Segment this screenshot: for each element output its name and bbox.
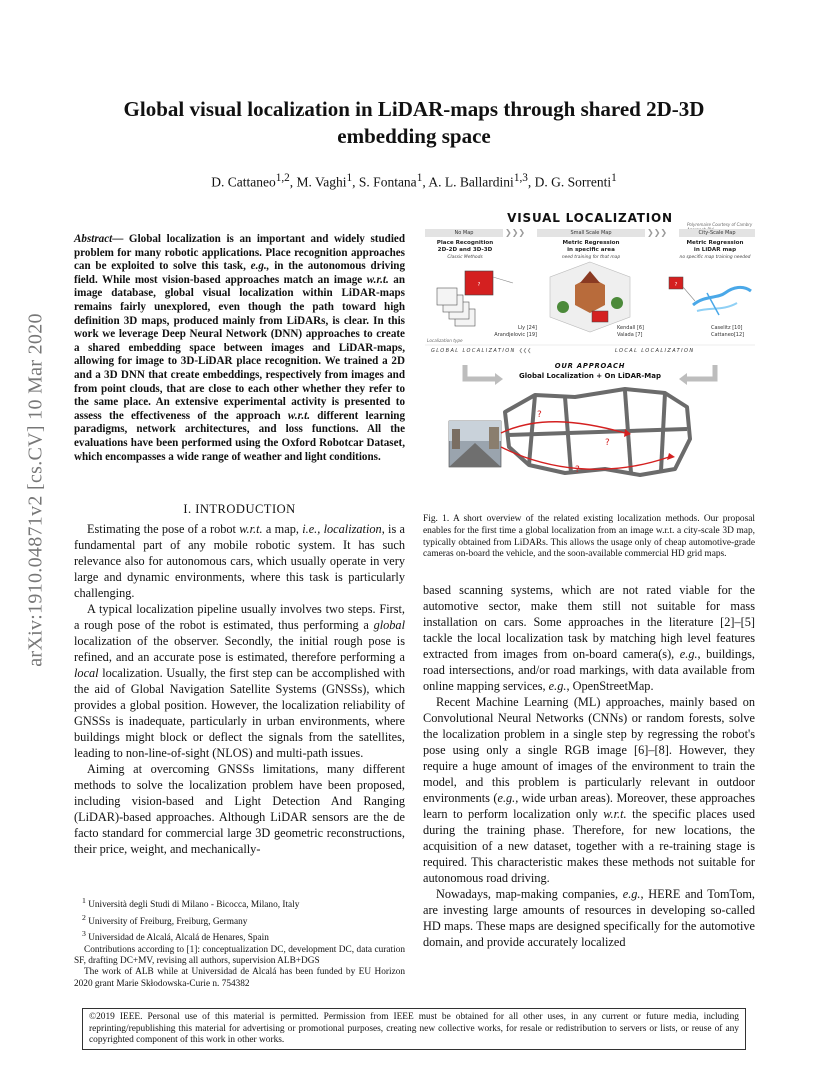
affiliation-footnotes: $^1$ Università degli Studi di Milano - Bicocca, Milano, Italy $^2$ University of Freiburg, Freiburg, Germany $^3$ Universidad de Alcalá, Alcalá de Henares, Spain Contributions according to [1]: conceptualization DC, development DC, data curation SF, drafting DC+MV, revising all authors, supervision ALB+DGS The work of ALB while at Universidad de Alcalá has been funded by EU Horizon 2020 grant Marie Skłodowska-Curie n. 754382 [74,896,405,989]
small-scale-map-icon [550,262,630,332]
lidar-map-icon [669,277,751,315]
banner-city-scale-map: City-Scale Map [679,229,755,237]
banner-no-map: No Map [425,229,503,237]
our-approach-subtitle: Global Localization + On LiDAR-Map [519,372,661,380]
section-heading-introduction: I. INTRODUCTION [183,502,296,516]
citations-metric-area: Kendall [6] Valada [7] [617,325,644,338]
localization-type-label: Localization type [427,338,463,343]
author-list: D. Cattaneo$^{1,2}$, M. Vaghi$^1$, S. Fontana$^1$, A. L. Ballardini$^{1,3}$, D. G. Sorrenti$^1$ [211,172,617,190]
citations-place-recognition: Lly [24] [518,325,537,331]
column-metric-regression-lidar: Metric Regression in LiDAR map no specific map training needed [679,240,751,260]
figure-1 [425,207,755,507]
banner-small-scale-map: Small Scale Map [537,229,645,237]
arxiv-identifier-text: arXiv:1910.04871v2 [cs.CV] 10 Mar 2020 [24,313,47,667]
introduction-left-column: Estimating the pose of a robot w.r.t. a map, i.e., localization, is a fundamental part of any mobile robotic system. It has such relevance also for autonomous cars, which usually operate in very large and dynamic environments, where this task is particularly challenging. A typical localization pipeline usually involves two steps. First, a rough pose of the robot is estimated, thus performing a global localization of the observer. Secondly, the initial rough pose is refined, and an accurate pose is estimated, therefore performing a local localization. Usually, the first step can be accomplished with the aid of Global Navigation Satellite Systems (GNSSs), which provides a global position. However, the localization reliability of GNSSs is inadequate, particularly in urban environments, where buildings might block or deflect the signals from the satellites, leading to non-line-of-sight (NLOS) and multi-path issues. Aiming at overcoming GNSSs limitations, many different methods to solve the localization problem have been proposed, including vision-based and Light Detection And Ranging (LiDAR)-based approaches. Although LiDAR sensors are the de facto standard for commercial large 3D geometric reconstructions, their price, weight, and mechanically- [74,522,406,856]
arxiv-identifier[interactable] [16,280,56,700]
column-place-recognition: Place Recognition 2D-2D and 3D-3D Classic Methods [436,240,494,260]
global-localization-label: GLOBAL LOCALIZATION ❮❮❮ [431,348,532,354]
chevron-right-icon: ❯❯❯ [505,228,526,237]
chevron-right-icon: ❯❯❯ [647,228,668,237]
svg-text:?: ? [674,282,678,288]
figure-illustration [425,207,755,507]
our-approach-box [485,362,695,380]
image-stack-icon [437,271,513,326]
citations-metric-lidar: Caselitz [10] Cattaneo[12] [711,325,745,338]
question-mark: ? [605,438,610,448]
question-mark: ? [575,465,580,475]
column-metric-regression-area: Metric Regression in specific area need training for that map [561,240,621,260]
city-lidar-map [505,389,690,475]
local-localization-label: LOCAL LOCALIZATION [615,348,695,354]
citation-arandjelovic: Arandjelovic [19] [494,332,537,338]
paper-title: Global visual localization in LiDAR-maps through shared 2D-3D embedding space [123,97,705,148]
question-mark: ? [537,410,542,420]
figure-title: VISUAL LOCALIZATION [507,211,673,225]
our-approach-title: OUR APPROACH [554,362,626,370]
figure-credit: Polyremaire Courtesy of Cambry [687,222,753,227]
svg-text:?: ? [477,282,481,288]
copyright-notice: ©2019 IEEE. Personal use of this material is permitted. Permission from IEEE must be obtained for all other uses, in any current or future media, including reprinting/republishing this material for advertising or promotional purposes, creating new collective works, for resale or redistribution to servers or lists, or reuse of any copyrighted component of this work in other works. [82,1008,746,1050]
figure-caption: Fig. 1. A short overview of the related existing localization methods. Our proposal enables for the first time a global localization from an image w.r.t. a city-scale 3D map, typically obtained from LiDARs. This allows the usage only of cheap automotive-grade cameras on-board the vehicle, and the soon-available commercial HD grid maps. [423,514,755,560]
abstract: Abstract— Global localization is an important and widely studied problem for many robotic applications. Place recognition approaches can be exploited to solve this task, e.g., in the autonomous driving field. While most vision-based approaches match an image w.r.t. an image database, global visual localization within LiDAR-maps remains fairly unexplored, even though the path toward high definition 3D maps, produced mainly from LiDARs, is clear. In this work we leverage Deep Neural Network (DNN) approaches to create a shared embedding space between images and LiDAR-maps, allowing for image to 3D-LiDAR place recognition. We trained a 2D and a 3D DNN that create embeddings, respectively from images and from point clouds, that are close to each other whether they refer to the same place. An extensive experimental activity is presented to assess the effectiveness of the approach w.r.t. different learning paradigms, network architectures, and loss functions. All the evaluations have been performed using the Oxford Robotcar Dataset, which encompasses a wide range of weather and light conditions. [74,233,405,463]
camera-image [449,421,501,467]
introduction-right-column: based scanning systems, which are not rated viable for the automotive sector, make them still not suitable for mass installation on cars. Some approaches in the literature [2]–[5] tackle the local localization task by matching high level features extracted from images from on-board camera(s), e.g., buildings, road intersections, and/or road markings, with data available from online mapping services, e.g., OpenStreetMap. Recent Machine Learning (ML) approaches, mainly based on Convolutional Neural Networks (CNNs) or random forests, solve the localization problem in a single step by regressing the robot's pose using only a single RGB image [6]–[8]. However, they require a huge amount of images of the environment to train the model, and this problem is particularly relevant in outdoor environments (e.g., wide urban areas). Moreover, these approaches learn to perform localization only w.r.t. the specific places used during the training phase. Therefore, for new locations, the acquisition of a new dataset, together with a re-training stage is required. This characteristic makes these methods not suitable for autonomous road driving. Nowadays, map-making companies, e.g., HERE and TomTom, are investing large amounts of resources in developing so-called HD maps. These maps are designed specifically for the automotive domain, and provide accurately localized [423,583,755,949]
